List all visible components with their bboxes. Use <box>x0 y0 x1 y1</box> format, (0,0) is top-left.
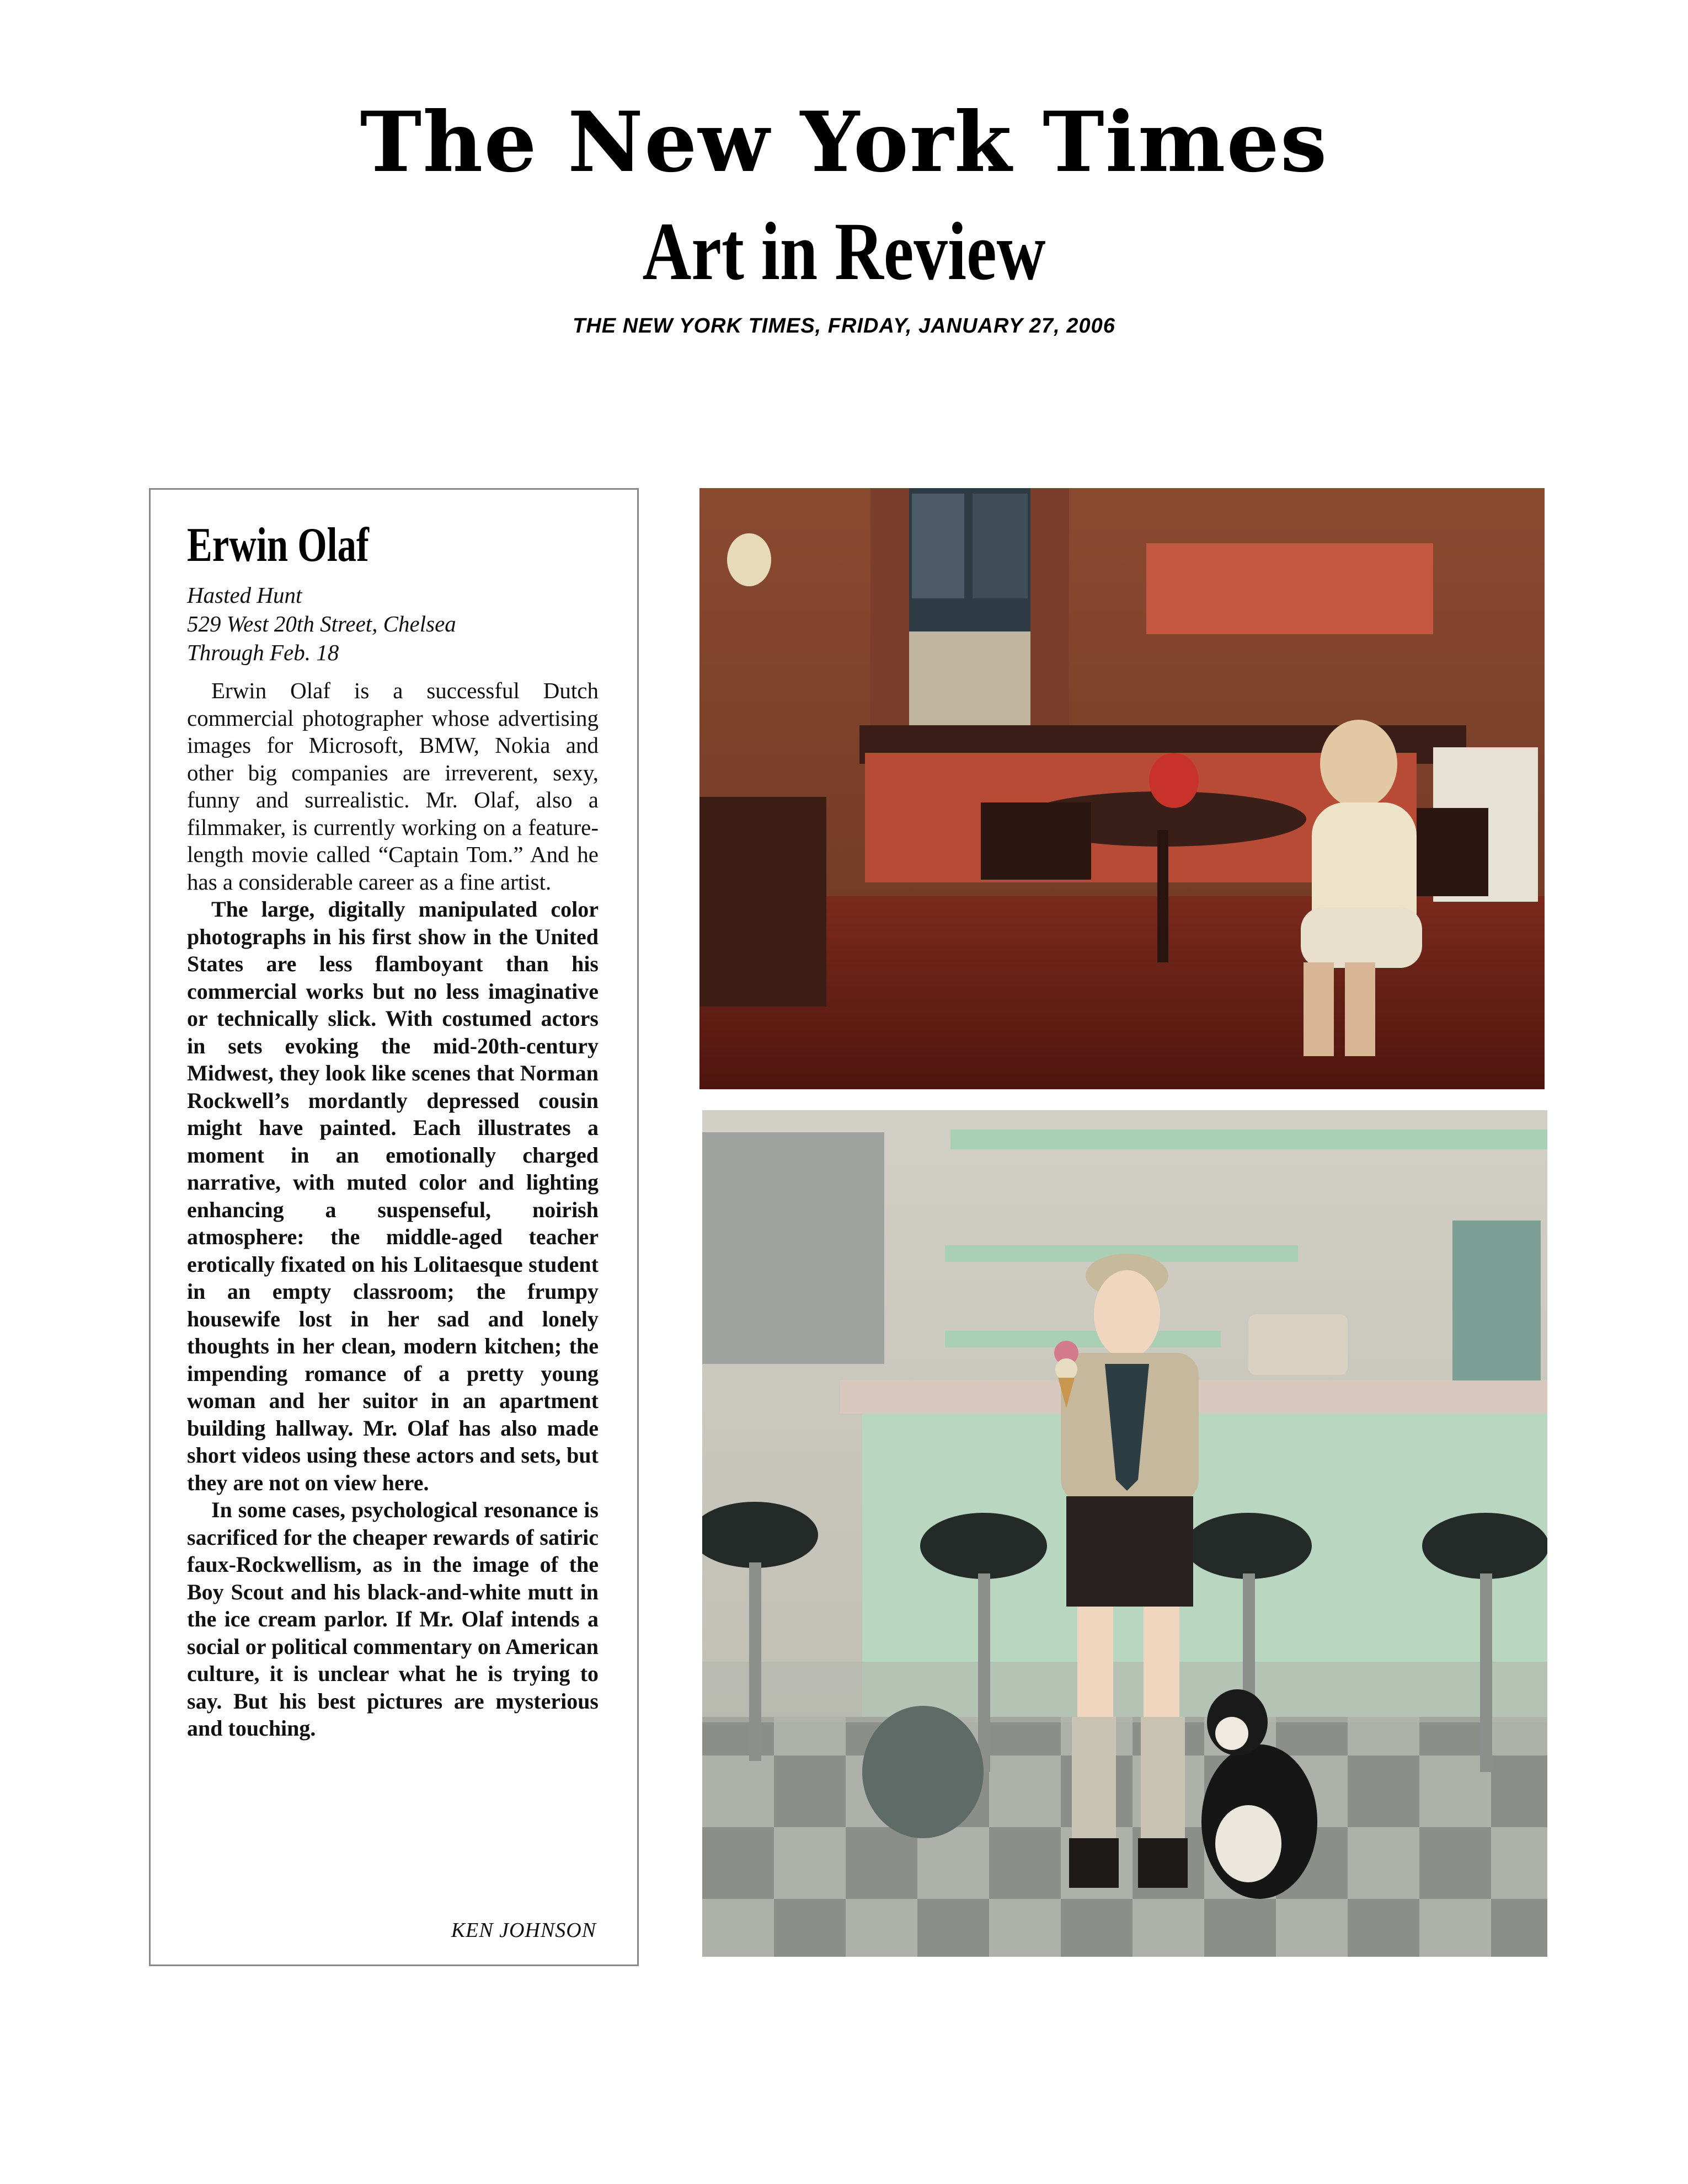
venue-name: Hasted Hunt <box>187 582 302 608</box>
article-paragraph-1: Erwin Olaf is a successful Dutch commercial photographer whose advertising images for Microsoft, BMW, Nokia and other big companies are irreverent, sexy, funny and surrealistic. Mr. Olaf, also a filmmaker, is currently working on a feature-length movie called “Captain Tom.” And he has a considerable career as a fine artist. <box>187 678 599 895</box>
exhibition-run: Through Feb. 18 <box>187 640 339 665</box>
parlor-scene <box>702 1110 1547 1957</box>
dateline: THE NEW YORK TIMES, FRIDAY, JANUARY 27, 2006 <box>573 314 1115 338</box>
section-title: Art in Review <box>642 206 1046 297</box>
kitchen-photo <box>699 488 1545 1089</box>
article-body <box>187 677 599 1742</box>
article-box <box>149 488 639 1966</box>
article-paragraph-2: The large, digitally manipulated color photographs in his first show in the United States are less flamboyant than his commercial works but no less imaginative or technically slick. With costumed actors in sets evoking the mid-20th-century Midwest, they look like scenes that Norman Rockwell’s mordantly depressed cousin might have painted. Each illustrates a moment in an emotionally charged narrative, with muted color and lighting enhancing a suspenseful, noirish atmosphere: the middle-aged teacher erotically fixated on his Lolitaesque student in an empty classroom; the frumpy housewife lost in her sad and lonely thoughts in her clean, modern kitchen; the impending romance of a pretty young woman and her suitor in an apartment building hallway. Mr. Olaf has also made short videos using these actors and sets, but they are not on view here. <box>187 897 599 1495</box>
kitchen-scene <box>699 488 1545 1089</box>
exhibition-info <box>187 581 456 667</box>
byline: KEN JOHNSON <box>451 1919 596 1942</box>
article-paragraph-3: In some cases, psychological resonance is sacrificed for the cheaper rewards of satiric faux-Rockwellism, as in the image of the Boy Scout and his black-and-white mutt in the ice cream parlor. If Mr. Olaf intends a social or political commentary on American culture, it is unclear what he is trying to say. But his best pictures are mysterious and touching. <box>187 1497 599 1741</box>
venue-address: 529 West 20th Street, Chelsea <box>187 611 456 636</box>
masthead: The New York Times <box>360 94 1328 191</box>
article-headline: Erwin Olaf <box>187 518 369 572</box>
parlor-photo <box>702 1110 1547 1957</box>
